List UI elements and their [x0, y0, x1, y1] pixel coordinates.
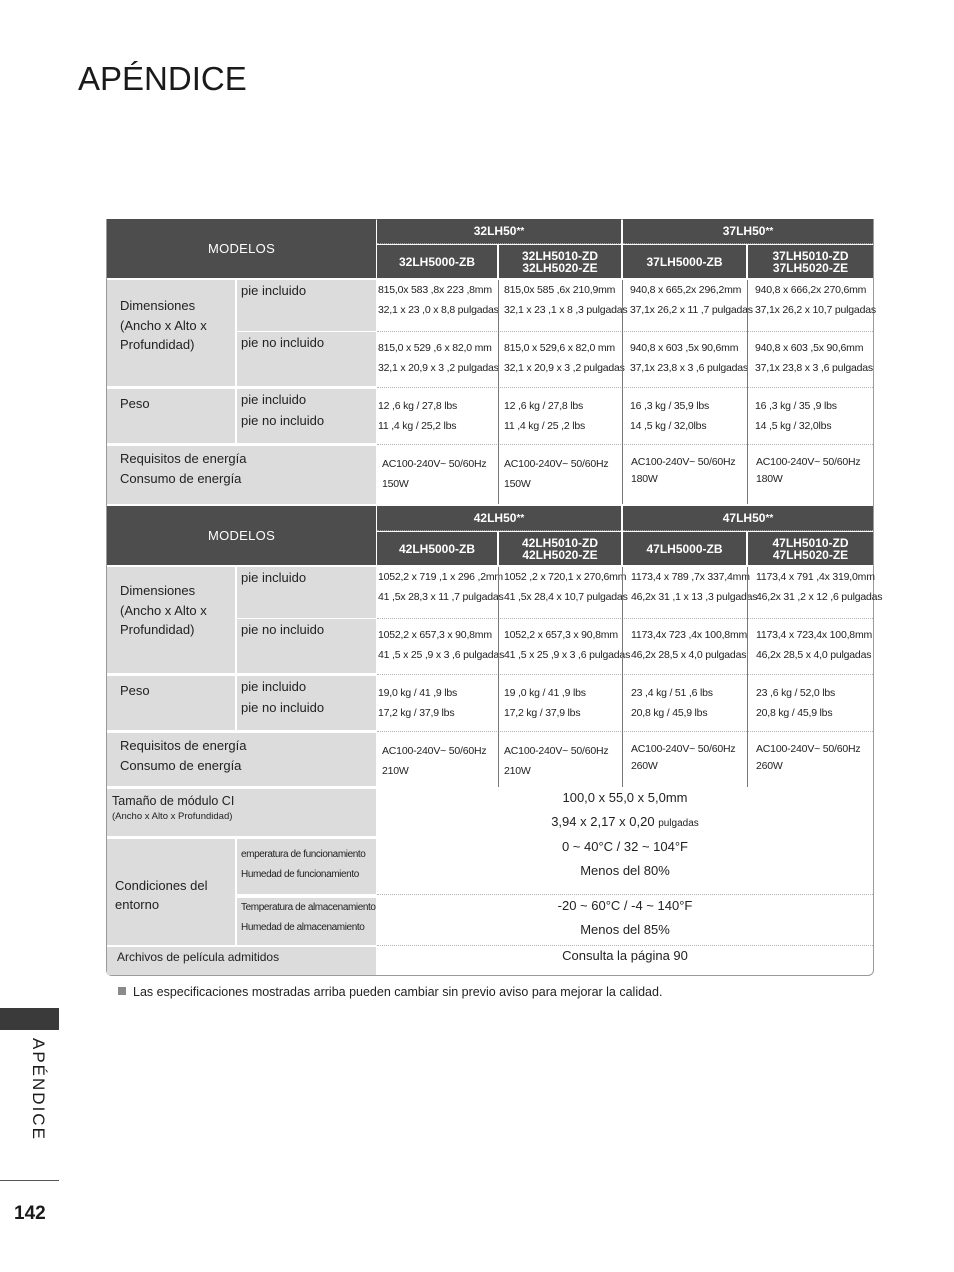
dimensions-label: Dimensiones (Ancho x Alto x Profundidad) — [107, 280, 235, 386]
model-header: 47LH5010-ZD 47LH5020-ZE — [748, 532, 873, 565]
group-name: 42LH50 — [473, 511, 517, 525]
t1-weight-c1: 12 ,6 kg / 27,8 lbs 11 ,4 kg / 25 ,2 lbs — [504, 400, 586, 432]
group-header-32 — [377, 219, 621, 244]
model-header: 37LH5000-ZB — [623, 245, 746, 278]
t1-dim-with-c1: 815,0x 585 ,6x 210,9mm 32,1 x 23 ,1 x 8 ,3 pulgadas — [504, 284, 628, 316]
t2-dim-with-c0: 1052,2 x 719 ,1 x 296 ,2mm 41 ,5x 28,3 x 11 ,7 pulgadas — [378, 571, 504, 603]
model-header: 42LH5000-ZB — [377, 532, 497, 565]
page-title: APÉNDICE — [78, 60, 247, 97]
model-header: 32LH5010-ZD 32LH5020-ZE — [499, 245, 621, 278]
page-number: 142 — [14, 1203, 46, 1224]
op-conditions-values: 0 ~ 40°C / 32 ~ 104°F Menos del 80% — [561, 839, 689, 878]
without-stand-label: pie no incluido — [237, 619, 376, 673]
group-header-47 — [623, 506, 873, 531]
t1-dim-with-c3: 940,8 x 666,2x 270,6mm 37,1x 26,2 x 10,7 pulgadas — [755, 284, 876, 316]
op-conditions-label: emperatura de funcionamiento Humedad de funcionamiento — [237, 845, 376, 894]
t2-dim-with-c3: 1173,4 x 791 ,4x 319,0mm 46,2x 31 ,2 x 12 ,6 pulgadas — [756, 571, 883, 603]
side-section-label: APÉNDICE — [29, 1038, 48, 1141]
t2-dim-without-c0: 1052,2 x 657,3 x 90,8mm 41 ,5 x 25 ,9 x 3 ,6 pulgadas — [378, 629, 505, 661]
storage-conditions-values: -20 ~ 60°C / -4 ~ 140°F Menos del 85% — [557, 898, 693, 937]
group-suffix: ** — [516, 225, 525, 237]
t2-power-c3: AC100-240V~ 50/60Hz 260W — [756, 743, 861, 772]
col-divider — [622, 280, 623, 504]
row-divider — [377, 674, 873, 675]
section-tab-marker — [0, 1008, 59, 1030]
group-suffix: ** — [765, 225, 774, 237]
t1-dim-without-c3: 940,8 x 603 ,5x 90,6mm 37,1x 23,8 x 3 ,6 pulgadas — [755, 342, 873, 374]
model-header: 32LH5000-ZB — [377, 245, 497, 278]
row-divider — [377, 444, 873, 445]
t2-dim-with-c2: 1173,4 x 789 ,7x 337,4mm 46,2x 31 ,1 x 13 ,3 pulgadas — [631, 571, 758, 603]
power-label: Requisitos de energía Consumo de energía — [107, 446, 376, 504]
col-divider — [747, 567, 748, 787]
col-divider — [498, 567, 499, 787]
bullet-square-icon — [118, 987, 126, 995]
t1-weight-c2: 16 ,3 kg / 35,9 lbs 14 ,5 kg / 32,0lbs — [630, 400, 710, 432]
t2-dim-without-c2: 1173,4x 723 ,4x 100,8mm 46,2x 28,5 x 4,0 pulgadas — [631, 629, 748, 661]
weight-sub-label: pie incluido pie no incluido — [237, 389, 376, 443]
t2-weight-c1: 19 ,0 kg / 41 ,9 lbs 17,2 kg / 37,9 lbs — [504, 687, 586, 719]
group-name: 37LH50 — [722, 224, 766, 238]
row-divider — [377, 731, 873, 732]
weight-label: Peso — [107, 676, 235, 730]
col-divider — [498, 280, 499, 504]
t1-dim-without-c2: 940,8 x 603 ,5x 90,6mm 37,1x 23,8 x 3 ,6 pulgadas — [630, 342, 748, 374]
t2-weight-c3: 23 ,6 kg / 52,0 lbs 20,8 kg / 45,9 lbs — [756, 687, 836, 719]
t2-weight-c2: 23 ,4 kg / 51 ,6 lbs 20,8 kg / 45,9 lbs — [631, 687, 713, 719]
t1-power-c2: AC100-240V~ 50/60Hz 180W — [631, 456, 736, 485]
movie-files-label: Archivos de película admitidos — [107, 947, 376, 975]
models-header: MODELOS — [107, 219, 376, 278]
t2-dim-without-c3: 1173,4 x 723,4x 100,8mm 46,2x 28,5 x 4,0 pulgadas — [756, 629, 873, 661]
model-header: 47LH5000-ZB — [623, 532, 746, 565]
t1-power-c1: AC100-240V~ 50/60Hz 150W — [504, 458, 609, 490]
with-stand-label: pie incluido — [237, 280, 376, 331]
movie-files-value: Consulta la página 90 — [562, 948, 688, 963]
t1-dim-without-c0: 815,0 x 529 ,6 x 82,0 mm 32,1 x 20,9 x 3 ,2 pulgadas — [378, 342, 499, 374]
group-suffix: ** — [516, 512, 525, 524]
weight-label: Peso — [107, 389, 235, 443]
row-divider — [377, 618, 873, 619]
t2-dim-without-c1: 1052,2 x 657,3 x 90,8mm 41 ,5 x 25 ,9 x 3 ,6 pulgadas — [504, 629, 631, 661]
environment-label: Condiciones del entorno — [107, 839, 235, 945]
t1-dim-without-c1: 815,0 x 529,6 x 82,0 mm 32,1 x 20,9 x 3 ,2 pulgadas — [504, 342, 625, 374]
model-header: 42LH5010-ZD 42LH5020-ZE — [499, 532, 621, 565]
model-header: 37LH5010-ZD 37LH5020-ZE — [748, 245, 873, 278]
t2-power-c2: AC100-240V~ 50/60Hz 260W — [631, 743, 736, 772]
t1-power-c3: AC100-240V~ 50/60Hz 180W — [756, 456, 861, 485]
models-header: MODELOS — [107, 506, 376, 565]
disclaimer-note: Las especificaciones mostradas arriba pueden cambiar sin previo aviso para mejorar la calidad. — [118, 985, 662, 999]
row-divider — [377, 894, 873, 895]
t1-dim-with-c2: 940,8 x 665,2x 296,2mm 37,1x 26,2 x 11 ,7 pulgadas — [630, 284, 753, 316]
row-divider — [377, 331, 873, 332]
group-suffix: ** — [765, 512, 774, 524]
t2-weight-c0: 19,0 kg / 41 ,9 lbs 17,2 kg / 37,9 lbs — [378, 687, 458, 719]
power-label: Requisitos de energía Consumo de energía — [107, 733, 376, 786]
group-name: 32LH50 — [473, 224, 517, 238]
col-divider — [747, 280, 748, 504]
weight-sub-label: pie incluido pie no incluido — [237, 676, 376, 730]
t2-power-c1: AC100-240V~ 50/60Hz 210W — [504, 745, 609, 777]
without-stand-label: pie no incluido — [237, 332, 376, 386]
group-name: 47LH50 — [722, 511, 766, 525]
ci-module-size: 100,0 x 55,0 x 5,0mm 3,94 x 2,17 x 0,20 pulgadas — [551, 790, 699, 829]
row-divider — [377, 387, 873, 388]
ci-module-label: Tamaño de módulo CI (Ancho x Alto x Profundidad) — [107, 789, 376, 836]
storage-conditions-label: Temperatura de almacenamiento Humedad de almacenamiento — [237, 898, 376, 945]
with-stand-label: pie incluido — [237, 567, 376, 618]
group-header-37 — [623, 219, 873, 244]
footer-divider — [0, 1180, 59, 1181]
t1-weight-c3: 16 ,3 kg / 35 ,9 lbs 14 ,5 kg / 32,0lbs — [755, 400, 837, 432]
row-divider — [377, 945, 873, 946]
t2-power-c0: AC100-240V~ 50/60Hz 210W — [382, 745, 487, 777]
t2-dim-with-c1: 1052 ,2 x 720,1 x 270,6mm 41 ,5x 28,4 x 10,7 pulgadas — [504, 571, 628, 603]
t1-weight-c0: 12 ,6 kg / 27,8 lbs 11 ,4 kg / 25,2 lbs — [378, 400, 458, 432]
t1-power-c0: AC100-240V~ 50/60Hz 150W — [382, 458, 487, 490]
t1-dim-with-c0: 815,0x 583 ,8x 223 ,8mm 32,1 x 23 ,0 x 8,8 pulgadas — [378, 284, 499, 316]
group-header-42 — [377, 506, 621, 531]
col-divider — [622, 567, 623, 787]
dimensions-label: Dimensiones (Ancho x Alto x Profundidad) — [107, 567, 235, 673]
env-pad — [237, 839, 376, 845]
